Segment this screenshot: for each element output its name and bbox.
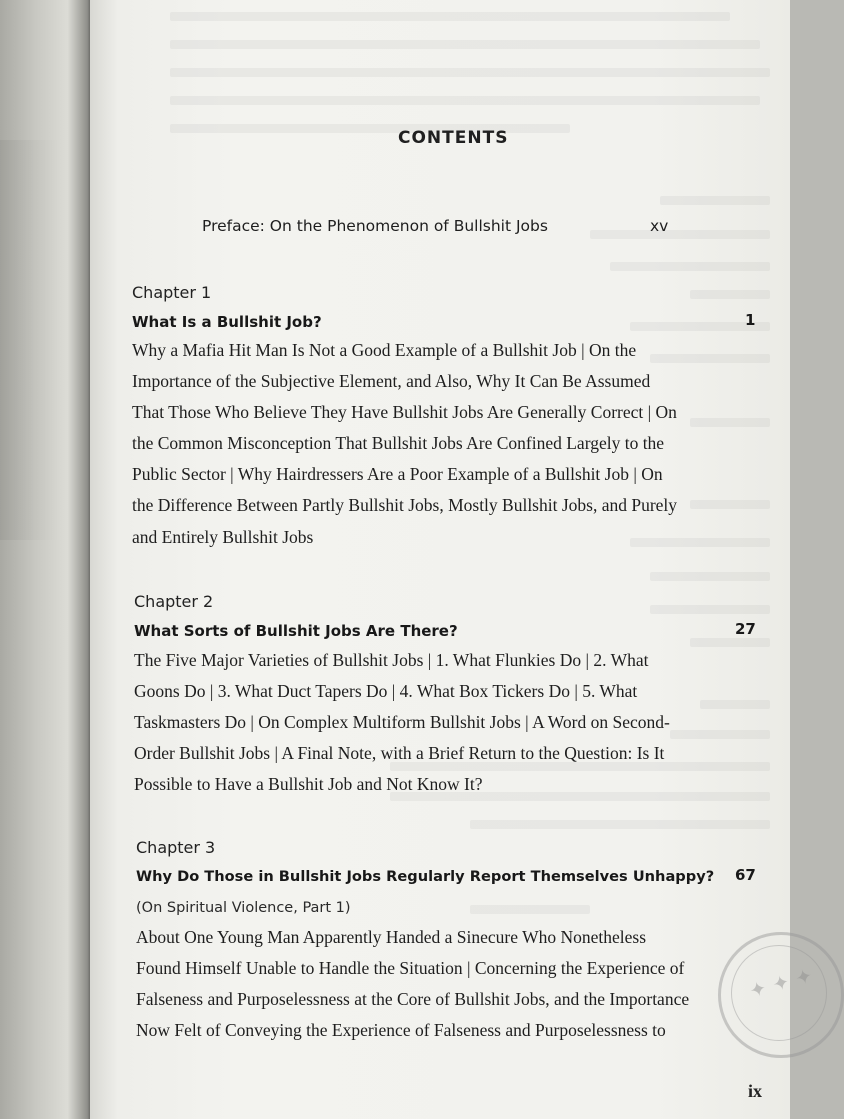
- chapter-1-line: the Common Misconception That Bullshit Jobs Are Confined Largely to the: [132, 433, 665, 453]
- chapter-3-line: Falseness and Purposelessness at the Core of Bullshit Jobs, and the Importance: [136, 989, 690, 1009]
- page-shadow: [0, 140, 60, 540]
- contents-heading: CONTENTS: [398, 128, 509, 148]
- chapter-2-line: Taskmasters Do | On Complex Multiform Bullshit Jobs | A Word on Second-: [134, 712, 670, 732]
- chapter-1-line: the Difference Between Partly Bullshit Jobs, Mostly Bullshit Jobs, and Purely: [132, 495, 678, 515]
- chapter-1-line: Why a Mafia Hit Man Is Not a Good Example of a Bullshit Job | On the: [132, 340, 637, 360]
- chapter-1-line: Public Sector | Why Hairdressers Are a Poor Example of a Bullshit Job | On: [132, 464, 663, 484]
- page-folio: ix: [748, 1081, 763, 1101]
- seal-stamp: [718, 932, 844, 1058]
- show-through-text: [90, 0, 790, 1119]
- chapter-2-label: Chapter 2: [134, 592, 214, 611]
- preface-title: Preface: On the Phenomenon of Bullshit Jobs: [202, 217, 548, 235]
- chapter-3-subtitle: (On Spiritual Violence, Part 1): [136, 900, 351, 916]
- chapter-1-title: What Is a Bullshit Job?: [132, 313, 322, 331]
- chapter-3-page-number: 67: [735, 866, 756, 884]
- chapter-2-title: What Sorts of Bullshit Jobs Are There?: [134, 622, 458, 640]
- chapter-1-label: Chapter 1: [132, 283, 212, 302]
- chapter-1-line: That Those Who Believe They Have Bullshit Jobs Are Generally Correct | On: [132, 402, 677, 422]
- chapter-3-label: Chapter 3: [136, 838, 216, 857]
- chapter-2-line: Possible to Have a Bullshit Job and Not Know It?: [134, 774, 483, 794]
- chapter-2-line: Order Bullshit Jobs | A Final Note, with a Brief Return to the Question: Is It: [134, 743, 665, 763]
- chapter-1-line: and Entirely Bullshit Jobs: [132, 527, 314, 547]
- chapter-3-line: Now Felt of Conveying the Experience of Falseness and Purposelessness to: [136, 1020, 666, 1040]
- chapter-3-line: About One Young Man Apparently Handed a Sinecure Who Nonetheless: [136, 927, 647, 947]
- seal-mark: ✦ ✦ ✦: [746, 963, 816, 1003]
- chapter-1-page-number: 1: [745, 311, 756, 329]
- chapter-3-line: Found Himself Unable to Handle the Situation | Concerning the Experience of: [136, 958, 685, 978]
- book-page: [90, 0, 816, 1119]
- chapter-1-line: Importance of the Subjective Element, and Also, Why It Can Be Assumed: [132, 371, 651, 391]
- preface-page-number: xv: [650, 217, 669, 235]
- chapter-3-title: Why Do Those in Bullshit Jobs Regularly Report Themselves Unhappy?: [136, 868, 715, 885]
- chapter-2-line: The Five Major Varieties of Bullshit Jobs | 1. What Flunkies Do | 2. What: [134, 650, 649, 670]
- chapter-2-line: Goons Do | 3. What Duct Tapers Do | 4. What Box Tickers Do | 5. What: [134, 681, 638, 701]
- chapter-2-page-number: 27: [735, 620, 756, 638]
